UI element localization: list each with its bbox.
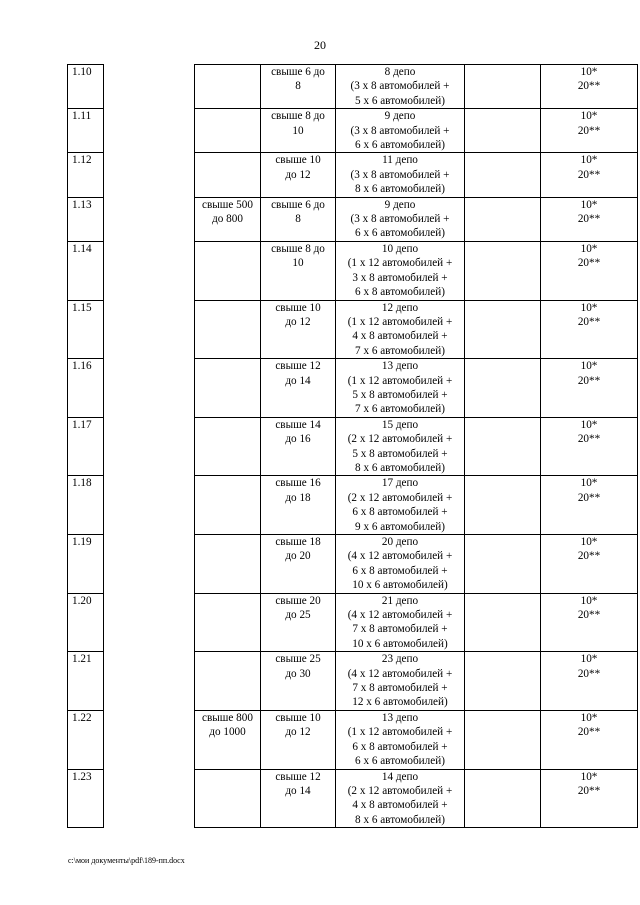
distance-range-line: свыше 10 [275, 301, 321, 314]
depot-composition-line: 6 х 6 автомобилей) [355, 227, 445, 240]
row-number: 1.21 [68, 652, 104, 711]
area-range-line: свыше 800 [202, 711, 253, 724]
norm-values-line: 10* [580, 198, 598, 211]
table-row [68, 153, 638, 197]
depot-composition-line: 7 х 6 автомобилей) [355, 344, 445, 357]
distance-range-line: свыше 12 [275, 770, 321, 783]
region-cell [104, 109, 195, 153]
depot-composition-line: 5 х 8 автомобилей + [352, 388, 448, 401]
distance-range-line: до 30 [285, 667, 311, 680]
area-range [195, 153, 261, 197]
area-range [195, 197, 261, 241]
norm-values-line: 20** [577, 491, 601, 504]
region-cell [104, 593, 195, 652]
norm-values-line: 10* [580, 594, 598, 607]
table-row [68, 359, 638, 418]
norm-values [541, 197, 638, 241]
area-range [195, 710, 261, 769]
depot-composition-line: (4 х 12 автомобилей + [347, 667, 453, 680]
region-cell [104, 359, 195, 418]
region-cell [104, 300, 195, 359]
area-range-line: свыше 500 [202, 198, 253, 211]
table-row [68, 535, 638, 594]
row-number: 1.11 [68, 109, 104, 153]
row-number: 1.12 [68, 153, 104, 197]
distance-range-line: свыше 6 до [271, 66, 325, 78]
depot-composition-line: 12 депо [381, 301, 419, 314]
depot-composition-line: (1 х 12 автомобилей + [347, 257, 453, 270]
depot-composition-line: 5 х 6 автомобилей) [355, 94, 445, 107]
distance-range-line: свыше 12 [275, 360, 321, 373]
depot-composition [336, 769, 465, 828]
distance-range-line: до 16 [285, 433, 311, 446]
distance-range [261, 652, 336, 711]
depot-composition-line: 6 х 8 автомобилей + [352, 740, 448, 753]
fire-depot-table [67, 64, 638, 828]
row-number: 1.23 [68, 769, 104, 828]
depot-composition-line: (1 х 12 автомобилей + [347, 374, 453, 387]
depot-composition [336, 197, 465, 241]
region-cell [104, 153, 195, 197]
table-row [68, 476, 638, 535]
norm-values-line: 20** [577, 168, 601, 181]
depot-composition [336, 241, 465, 300]
norm-values [541, 300, 638, 359]
depot-composition [336, 417, 465, 476]
empty-cell [465, 476, 541, 535]
row-number: 1.10 [68, 65, 104, 109]
distance-range [261, 241, 336, 300]
area-range [195, 769, 261, 828]
depot-composition [336, 300, 465, 359]
area-range [195, 652, 261, 711]
norm-values [541, 535, 638, 594]
region-cell [104, 652, 195, 711]
norm-values [541, 359, 638, 418]
distance-range-line: до 12 [285, 315, 311, 328]
depot-composition-line: 8 х 6 автомобилей) [355, 813, 445, 826]
table-row [68, 417, 638, 476]
region-cell [104, 710, 195, 769]
table-body [68, 65, 638, 828]
depot-composition [336, 65, 465, 109]
region-cell [104, 417, 195, 476]
norm-values-line: 20** [577, 433, 601, 446]
region-cell [104, 241, 195, 300]
depot-composition-line: 9 депо [384, 198, 416, 211]
depot-composition-line: 4 х 8 автомобилей + [352, 330, 448, 343]
depot-composition-line: 23 депо [381, 653, 419, 666]
depot-composition-line: 11 депо [382, 154, 418, 167]
distance-range-line: свыше 18 [275, 536, 321, 548]
norm-values-line: 10* [580, 536, 598, 548]
depot-composition-line: (1 х 12 автомобилей + [347, 726, 453, 739]
depot-composition-line: 9 депо [384, 110, 416, 123]
norm-values-line: 10* [580, 154, 598, 167]
depot-composition-line: 6 х 6 автомобилей) [355, 755, 445, 768]
depot-composition-line: 4 х 8 автомобилей + [352, 799, 448, 812]
depot-composition-line: 10 х 6 автомобилей) [352, 579, 448, 592]
area-range [195, 535, 261, 594]
row-number: 1.15 [68, 300, 104, 359]
table-row [68, 197, 638, 241]
distance-range [261, 153, 336, 197]
area-range-line: до 1000 [209, 726, 246, 739]
depot-composition-line: (3 х 8 автомобилей + [350, 168, 450, 181]
depot-composition-line: 6 х 8 автомобилей) [355, 286, 445, 299]
depot-composition-line: 8 х 6 автомобилей) [355, 461, 445, 474]
depot-composition [336, 153, 465, 197]
distance-range [261, 710, 336, 769]
norm-values [541, 417, 638, 476]
norm-values [541, 710, 638, 769]
depot-composition-line: 7 х 8 автомобилей + [352, 682, 448, 695]
norm-values [541, 769, 638, 828]
depot-composition-line: 3 х 8 автомобилей + [352, 271, 448, 284]
distance-range-line: до 18 [285, 491, 311, 504]
table-row [68, 300, 638, 359]
depot-composition-line: (3 х 8 автомобилей + [350, 80, 450, 93]
area-range [195, 476, 261, 535]
norm-values [541, 476, 638, 535]
distance-range-line: 8 [295, 213, 301, 226]
row-number: 1.17 [68, 417, 104, 476]
table-row [68, 65, 638, 109]
norm-values-line: 10* [580, 66, 598, 78]
norm-values [541, 652, 638, 711]
depot-composition-line: 20 депо [381, 536, 419, 548]
distance-range [261, 535, 336, 594]
distance-range-line: до 12 [285, 726, 311, 739]
depot-composition [336, 593, 465, 652]
row-number: 1.22 [68, 710, 104, 769]
depot-composition-line: (1 х 12 автомобилей + [347, 315, 453, 328]
depot-composition-line: 14 депо [381, 770, 419, 783]
distance-range [261, 417, 336, 476]
norm-values-line: 10* [580, 110, 598, 123]
depot-composition-line: 21 депо [381, 594, 419, 607]
distance-range [261, 593, 336, 652]
distance-range-line: 10 [292, 257, 304, 270]
empty-cell [465, 153, 541, 197]
empty-cell [465, 593, 541, 652]
depot-composition-line: 9 х 6 автомобилей) [355, 520, 445, 533]
area-range [195, 241, 261, 300]
distance-range-line: 10 [292, 124, 304, 137]
empty-cell [465, 417, 541, 476]
row-number: 1.20 [68, 593, 104, 652]
distance-range-line: свыше 10 [275, 711, 321, 724]
depot-composition [336, 476, 465, 535]
depot-composition-line: (2 х 12 автомобилей + [347, 491, 453, 504]
area-range [195, 65, 261, 109]
distance-range-line: до 14 [285, 374, 311, 387]
depot-composition-line: 5 х 8 автомобилей + [352, 447, 448, 460]
depot-composition-line: 13 депо [381, 360, 419, 373]
distance-range-line: свыше 20 [275, 594, 321, 607]
depot-composition-line: 17 депо [381, 477, 419, 490]
norm-values-line: 10* [580, 770, 598, 783]
row-number: 1.16 [68, 359, 104, 418]
depot-composition-line: 7 х 6 автомобилей) [355, 403, 445, 416]
depot-composition-line: 6 х 6 автомобилей) [355, 139, 445, 152]
area-range [195, 417, 261, 476]
row-number: 1.19 [68, 535, 104, 594]
region-cell [104, 197, 195, 241]
empty-cell [465, 197, 541, 241]
row-number: 1.13 [68, 197, 104, 241]
distance-range-line: до 25 [285, 609, 311, 622]
table-row [68, 109, 638, 153]
norm-values-line: 10* [580, 360, 598, 373]
norm-values [541, 241, 638, 300]
empty-cell [465, 300, 541, 359]
norm-values [541, 65, 638, 109]
depot-composition [336, 535, 465, 594]
table-row [68, 769, 638, 828]
region-cell [104, 65, 195, 109]
norm-values-line: 10* [580, 301, 598, 314]
region-cell [104, 476, 195, 535]
distance-range [261, 476, 336, 535]
page-number: 20 [314, 38, 326, 52]
depot-composition-line: 7 х 8 автомобилей + [352, 623, 448, 636]
depot-composition-line: 12 х 6 автомобилей) [352, 696, 448, 709]
empty-cell [465, 359, 541, 418]
norm-values-line: 10* [580, 242, 598, 255]
empty-cell [465, 652, 541, 711]
empty-cell [465, 535, 541, 594]
norm-values-line: 20** [577, 257, 601, 270]
depot-composition-line: (4 х 12 автомобилей + [347, 609, 453, 622]
norm-values-line: 10* [580, 477, 598, 490]
distance-range-line: свыше 16 [275, 477, 321, 490]
area-range-line: до 800 [212, 213, 243, 226]
depot-composition-line: 6 х 8 автомобилей + [352, 564, 448, 577]
area-range [195, 593, 261, 652]
depot-composition [336, 710, 465, 769]
depot-composition [336, 359, 465, 418]
distance-range [261, 300, 336, 359]
distance-range-line: свыше 6 до [271, 198, 325, 211]
depot-composition-line: 10 депо [381, 242, 419, 255]
distance-range-line: 8 [295, 80, 301, 93]
norm-values-line: 20** [577, 667, 601, 680]
depot-composition-line: 8 депо [384, 66, 416, 78]
distance-range-line: до 20 [285, 550, 311, 563]
distance-range-line: свыше 14 [275, 418, 321, 431]
table-row [68, 241, 638, 300]
depot-composition-line: (2 х 12 автомобилей + [347, 433, 453, 446]
distance-range [261, 359, 336, 418]
norm-values-line: 20** [577, 315, 601, 328]
row-number: 1.14 [68, 241, 104, 300]
norm-values-line: 20** [577, 784, 601, 797]
norm-values-line: 20** [577, 726, 601, 739]
norm-values-line: 10* [580, 418, 598, 431]
distance-range [261, 769, 336, 828]
norm-values-line: 20** [577, 609, 601, 622]
norm-values-line: 20** [577, 374, 601, 387]
norm-values-line: 10* [580, 711, 598, 724]
depot-composition-line: (4 х 12 автомобилей + [347, 550, 453, 563]
depot-composition-line: 6 х 8 автомобилей + [352, 506, 448, 519]
table-row [68, 593, 638, 652]
distance-range-line: до 12 [285, 168, 311, 181]
norm-values [541, 593, 638, 652]
empty-cell [465, 241, 541, 300]
row-number: 1.18 [68, 476, 104, 535]
distance-range-line: свыше 8 до [271, 110, 325, 123]
norm-values-line: 20** [577, 213, 601, 226]
depot-composition [336, 652, 465, 711]
area-range [195, 300, 261, 359]
distance-range-line: до 14 [285, 784, 311, 797]
depot-composition-line: 15 депо [381, 418, 419, 431]
norm-values-line: 20** [577, 80, 601, 93]
depot-composition-line: (3 х 8 автомобилей + [350, 213, 450, 226]
depot-composition-line: (2 х 12 автомобилей + [347, 784, 453, 797]
area-range [195, 109, 261, 153]
table-row [68, 710, 638, 769]
distance-range [261, 197, 336, 241]
depot-composition-line: 13 депо [381, 711, 419, 724]
file-path-footer: c:\мои документы\pdf\189-пп.docx [68, 856, 185, 865]
distance-range [261, 65, 336, 109]
empty-cell [465, 769, 541, 828]
table-row [68, 652, 638, 711]
area-range [195, 359, 261, 418]
depot-composition-line: 10 х 6 автомобилей) [352, 637, 448, 650]
norm-values-line: 20** [577, 124, 601, 137]
region-cell [104, 535, 195, 594]
empty-cell [465, 109, 541, 153]
distance-range [261, 109, 336, 153]
depot-composition-line: 8 х 6 автомобилей) [355, 183, 445, 196]
norm-values-line: 20** [577, 550, 601, 563]
distance-range-line: свыше 25 [275, 653, 321, 666]
empty-cell [465, 710, 541, 769]
norm-values [541, 153, 638, 197]
norm-values-line: 10* [580, 653, 598, 666]
depot-composition-line: (3 х 8 автомобилей + [350, 124, 450, 137]
distance-range-line: свыше 8 до [271, 242, 325, 255]
depot-composition [336, 109, 465, 153]
empty-cell [465, 65, 541, 109]
region-cell [104, 769, 195, 828]
norm-values [541, 109, 638, 153]
distance-range-line: свыше 10 [275, 154, 321, 167]
